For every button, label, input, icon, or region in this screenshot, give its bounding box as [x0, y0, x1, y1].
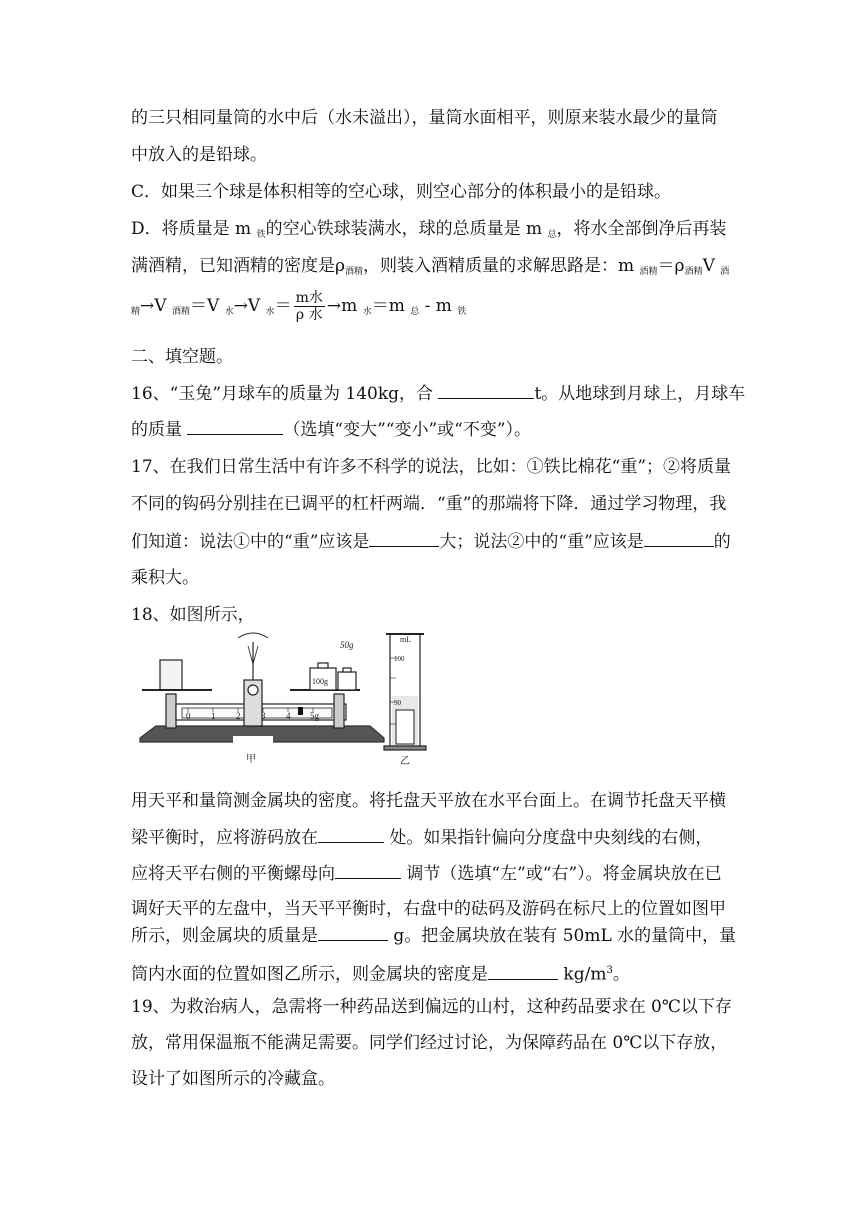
balance-base-notch: [233, 736, 273, 744]
text-line: 筒内水面的位置如图乙所示，则金属块的密度是 $kg/m^3$。: [131, 964, 630, 985]
scale-tick-label: 3: [261, 711, 266, 721]
formula-line: $_精$→V $_{酒精}$＝V $_水$→V $_水$＝ $\frac{\text{m水}}{\text{ρ 水}}$ →m $_水$＝m $_总$ - m $_铁$: [131, 290, 467, 323]
text-line: 调好天平的左盘中，当天平平衡时，右盘中的砝码及游码在标尺上的位置如图甲: [131, 899, 726, 919]
answer-blank[interactable]: [488, 963, 558, 980]
scale-tick-label: 1: [211, 711, 216, 721]
figure-label-yi: 乙: [400, 756, 410, 767]
text-line: 中放入的是铅球。: [131, 145, 267, 165]
rider: [298, 707, 303, 715]
scale-tick-label: 2: [236, 711, 241, 721]
text-line: 乘积大。: [131, 568, 199, 588]
section-heading: 二、填空题。: [131, 347, 233, 367]
question-17: 17、在我们日常生活中有许多不科学的说法，比如：①铁比棉花“重”；②将质量: [131, 457, 732, 477]
answer-blank[interactable]: [187, 418, 283, 435]
text-line: 设计了如图所示的冷藏盒。: [131, 1069, 335, 1089]
cylinder-mark-50: 50: [394, 699, 401, 707]
cylinder-base: [384, 746, 426, 750]
left-pan-stand: [166, 694, 176, 728]
answer-blank[interactable]: [335, 862, 401, 879]
question-19: 19、为救治病人，急需将一种药品送到偏远的山村，这种药品要求在 0℃以下存: [131, 997, 732, 1017]
cylinder-mark-100: 100: [394, 655, 405, 663]
left-pan-block: [160, 660, 182, 690]
option-d: D．将质量是 m $_铁$的空心铁球装满水，球的总质量是 m $_总$，将水全部倒净后再装: [131, 219, 727, 240]
text-line: 满酒精，已知酒精的密度是$\rho_{酒精}$，则装入酒精质量的求解思路是：m $_{酒精}=\rho_{酒精}V$ $_酒$: [131, 256, 730, 277]
text-line: 不同的钩码分别挂在已调平的杠杆两端．“重”的那端将下降．通过学习物理，我: [131, 494, 727, 514]
metal-block: [396, 710, 414, 744]
answer-blank[interactable]: [318, 826, 384, 843]
text-line: 梁平衡时，应将游码放在 处。如果指针偏向分度盘中央刻线的右侧，: [131, 828, 713, 848]
right-pan-stand: [334, 694, 344, 728]
question-16: 16、“玉兔”月球车的质量为 140kg，合 t。从地球到月球上，月球车: [131, 384, 746, 404]
weight-100-label: 100g: [312, 677, 328, 686]
text-line: 放，常用保温瓶不能满足需要。同学们经过讨论，为保障药品在 0℃以下存放，: [131, 1033, 728, 1053]
dial: [238, 633, 268, 638]
text-line: 应将天平右侧的平衡螺母向 调节（选填“左”或“右”）。将金属块放在已: [131, 864, 722, 884]
scale-tick-label: 4: [286, 711, 291, 721]
weight-50: [338, 672, 356, 690]
text-line: 的质量 （选填“变大”“变小”或“不变”）。: [131, 420, 532, 440]
pivot: [248, 685, 258, 695]
weight-50-label: 50g: [340, 640, 354, 650]
figure-label-jia: 甲: [246, 754, 256, 765]
scale-tick-label: 5g: [310, 711, 319, 721]
answer-blank[interactable]: [438, 382, 534, 399]
question-18: 18、如图所示，: [131, 605, 255, 625]
density-fraction: $\frac{\text{m水}}{\text{ρ 水}}$: [295, 290, 323, 323]
scale-tick-label: 0: [186, 711, 191, 721]
text-line: 所示，则金属块的质量是 g。把金属块放在装有 50mL 水的量筒中，量: [131, 926, 737, 946]
cylinder-unit: mL: [400, 635, 412, 644]
answer-blank[interactable]: [644, 530, 714, 547]
answer-blank[interactable]: [318, 924, 388, 941]
text-line: 用天平和量筒测金属块的密度。将托盘天平放在水平台面上。在调节托盘天平横: [131, 791, 726, 811]
answer-blank[interactable]: [369, 530, 439, 547]
text-line: 们知道：说法①中的“重”应该是 大；说法②中的“重”应该是 的: [131, 532, 731, 552]
option-c: C．如果三个球是体积相等的空心球，则空心部分的体积最小的是铅球。: [131, 182, 672, 202]
balance-and-cylinder-figure: [138, 628, 428, 770]
text-line: 的三只相同量筒的水中后（水未溢出），量筒水面相平，则原来装水最少的量筒: [131, 108, 718, 128]
